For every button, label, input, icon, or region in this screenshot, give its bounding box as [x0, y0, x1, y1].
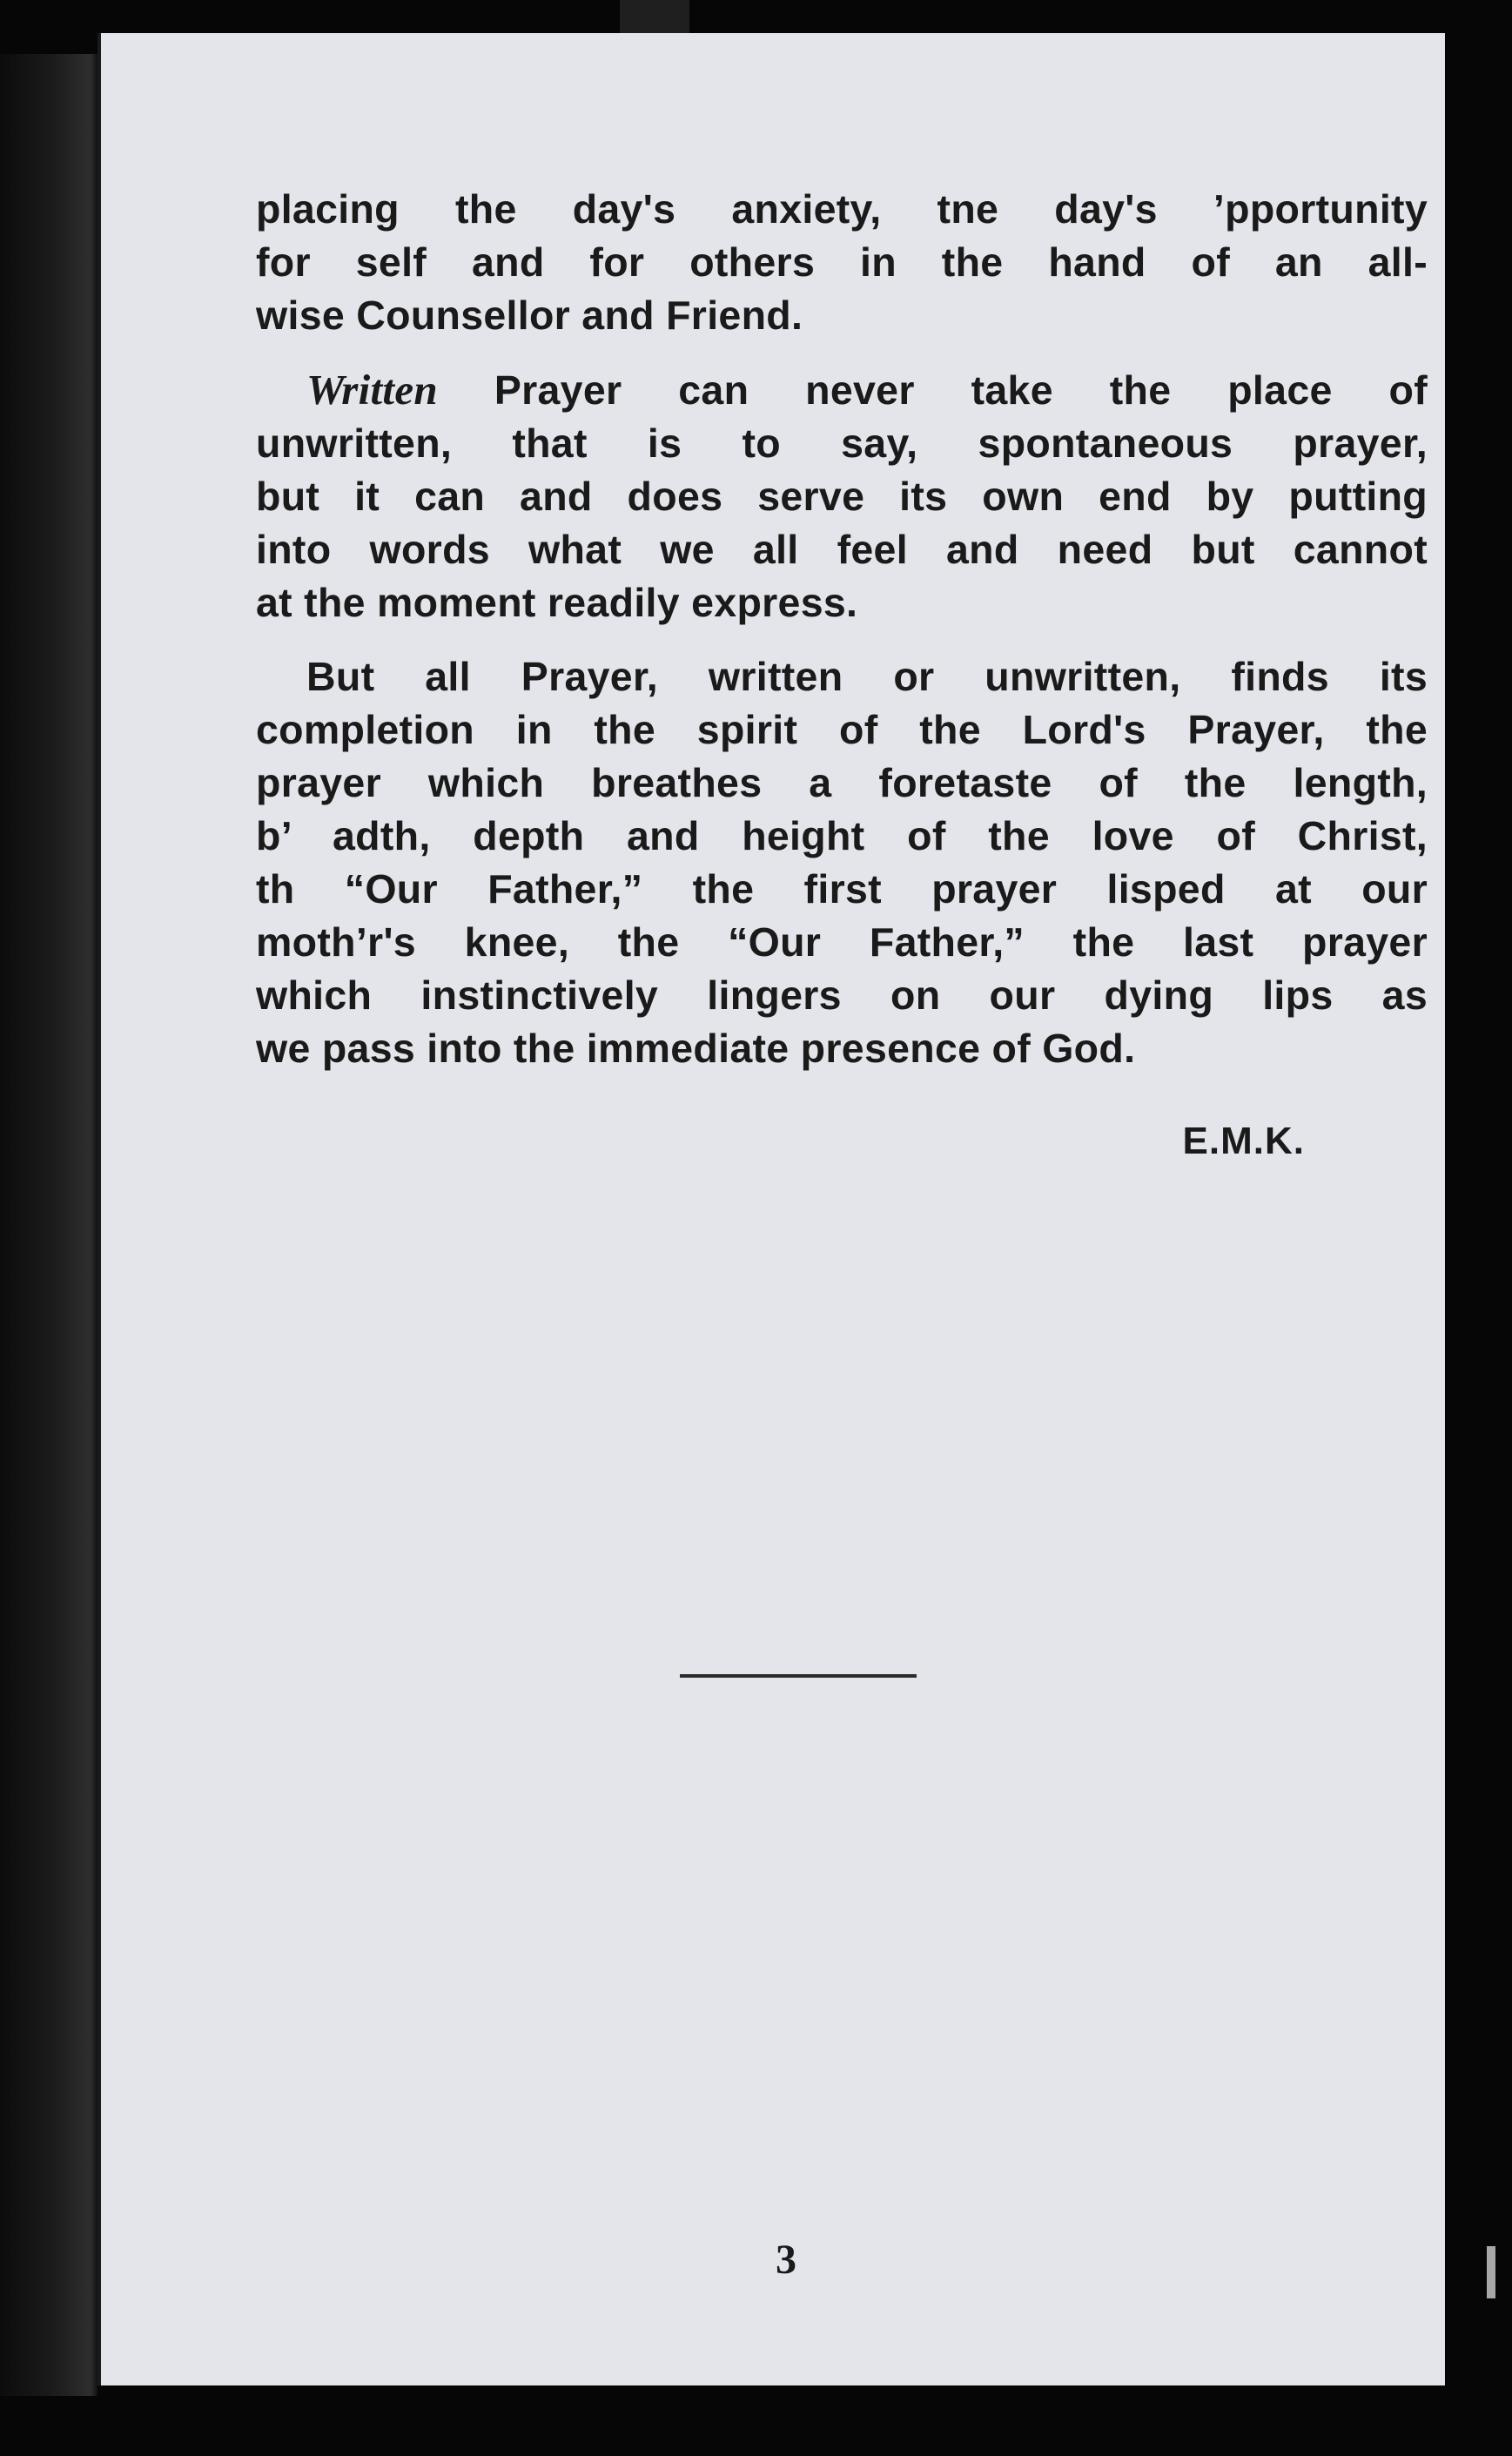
- paragraph-1: [256, 183, 1428, 342]
- text-line: into words what we all feel and need but cannot: [256, 527, 1428, 572]
- text-line-first: But all Prayer, written or unwritten, finds its: [306, 654, 1428, 699]
- section-divider-rule: [680, 1674, 917, 1678]
- emphasis-written: Written: [306, 366, 438, 414]
- text-line: we pass into the immediate presence of God.: [256, 1026, 1136, 1071]
- page-number: 3: [776, 2237, 796, 2283]
- text-line: for self and for others in the hand of an all-: [256, 239, 1428, 285]
- text-line: prayer which breathes a foretaste of the length,: [256, 760, 1428, 805]
- text-line: th “Our Father,” the first prayer lisped at our: [256, 866, 1428, 912]
- text-line-first: [256, 363, 1428, 417]
- text-line: which instinctively lingers on our dying lips as: [256, 972, 1428, 1018]
- text-fragment: Prayer can never take the place of: [437, 367, 1428, 413]
- left-facing-page-edge: [0, 54, 97, 2396]
- book-page: [97, 33, 1445, 2385]
- text-line: but it can and does serve its own end by putting: [256, 474, 1428, 519]
- paragraph-3: [256, 650, 1428, 1075]
- text-line: wise Counsellor and Friend.: [256, 293, 803, 338]
- body-text: [256, 183, 1428, 1096]
- signature-initials: E.M.K.: [1182, 1120, 1305, 1162]
- text-line: at the moment readily express.: [256, 580, 858, 625]
- text-line: b’ adth, depth and height of the love of Christ,: [256, 813, 1428, 858]
- paragraph-2: [256, 363, 1428, 629]
- scan-artifact-right: [1487, 2246, 1495, 2298]
- text-line: completion in the spirit of the Lord's Prayer, the: [256, 707, 1428, 752]
- text-line: moth’r's knee, the “Our Father,” the last prayer: [256, 919, 1428, 965]
- text-line: placing the day's anxiety, tne day's ’pportunity: [256, 186, 1428, 232]
- scan-artifact-top: [620, 0, 689, 33]
- text-line: unwritten, that is to say, spontaneous prayer,: [256, 421, 1428, 466]
